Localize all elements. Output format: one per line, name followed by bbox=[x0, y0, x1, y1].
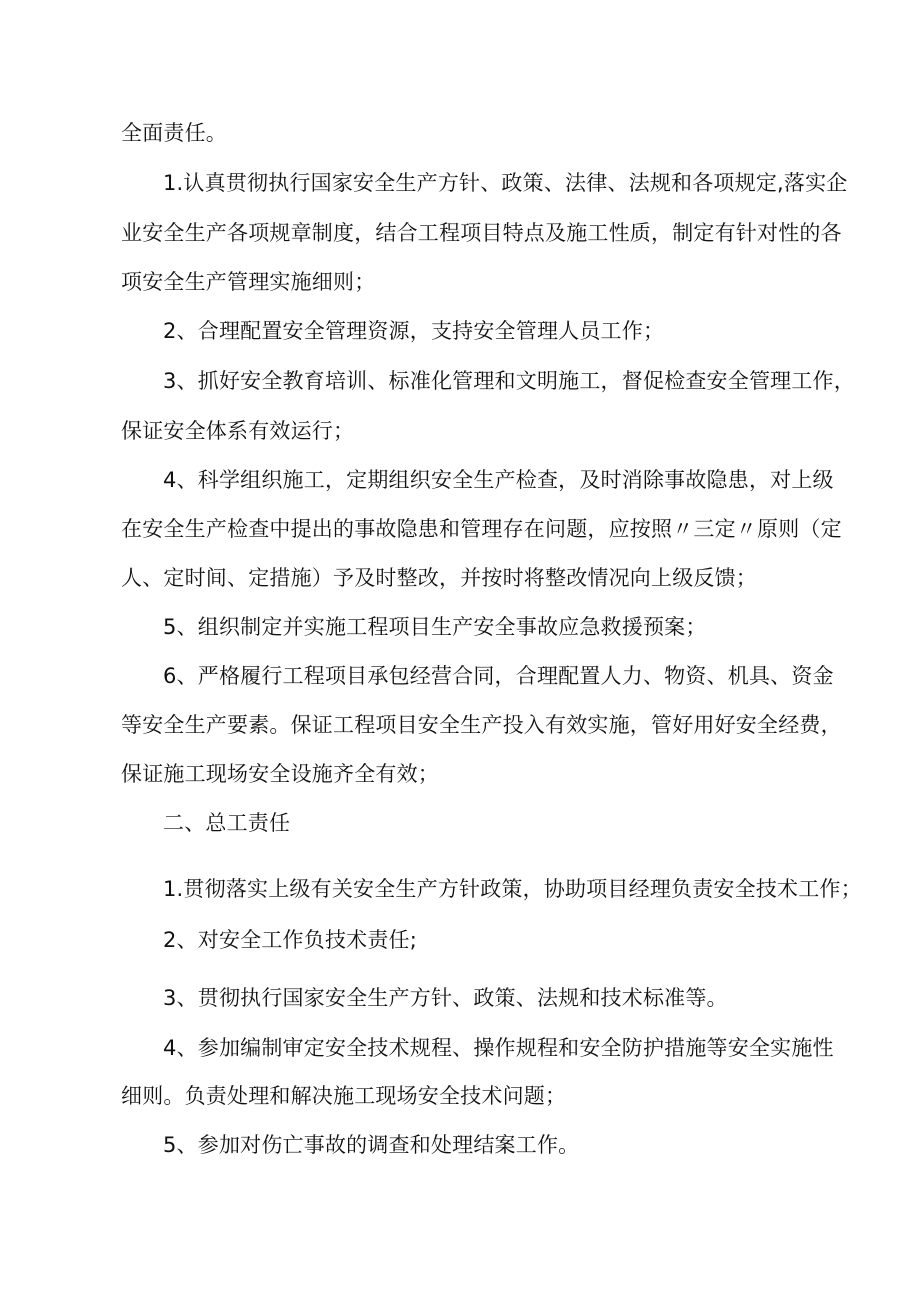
paragraph-line: 6、严格履行工程项目承包经营合同，合理配置人力、物资、机具、资金 bbox=[163, 664, 834, 688]
paragraph-line: 2、对安全工作负技术责任; bbox=[163, 928, 418, 952]
paragraph-line: 4、参加编制审定安全技术规程、操作规程和安全防护措施等安全实施性 bbox=[163, 1036, 834, 1060]
paragraph-line: 保证施工现场安全设施齐全有效； bbox=[121, 762, 439, 786]
paragraph-line: 5、参加对伤亡事故的调查和处理结案工作。 bbox=[163, 1133, 580, 1157]
paragraph-line: 2、合理配置安全管理资源，支持安全管理人员工作； bbox=[163, 319, 665, 343]
paragraph-line: 细则。负责处理和解决施工现场安全技术问题； bbox=[121, 1084, 567, 1108]
paragraph-line: 3、抓好安全教育培训、标准化管理和文明施工，督促检查安全管理工作， bbox=[163, 369, 855, 393]
paragraph-line: 1.认真贯彻执行国家安全生产方针、政策、法律、法规和各项规定,落实企 bbox=[163, 171, 848, 195]
paragraph-line: 人、定时间、定措施）予及时整改，并按时将整改情况向上级反馈； bbox=[121, 566, 757, 590]
section-heading: 二、总工责任 bbox=[163, 811, 291, 835]
paragraph-line: 5、组织制定并实施工程项目生产安全事故应急救援预案； bbox=[163, 615, 707, 639]
paragraph-line: 1.贯彻落实上级有关安全生产方针政策，协助项目经理负责安全技术工作； bbox=[163, 877, 862, 901]
paragraph-line: 业安全生产各项规章制度，结合工程项目特点及施工性质，制定有针对性的各 bbox=[121, 221, 842, 245]
paragraph-line: 4、科学组织施工，定期组织安全生产检查，及时消除事故隐患，对上级 bbox=[163, 468, 834, 492]
paragraph-line: 保证安全体系有效运行； bbox=[121, 419, 355, 443]
paragraph-line: 3、贯彻执行国家安全生产方针、政策、法规和技术标准等。 bbox=[163, 986, 728, 1010]
paragraph-line: 等安全生产要素。保证工程项目安全生产投入有效实施，管好用好安全经费， bbox=[121, 713, 842, 737]
text-line: 全面责任。 bbox=[121, 121, 227, 145]
paragraph-line: 在安全生产检查中提出的事故隐患和管理存在问题，应按照〃三定〃原则（定 bbox=[121, 517, 842, 541]
paragraph-line: 项安全生产管理实施细则； bbox=[121, 270, 376, 294]
